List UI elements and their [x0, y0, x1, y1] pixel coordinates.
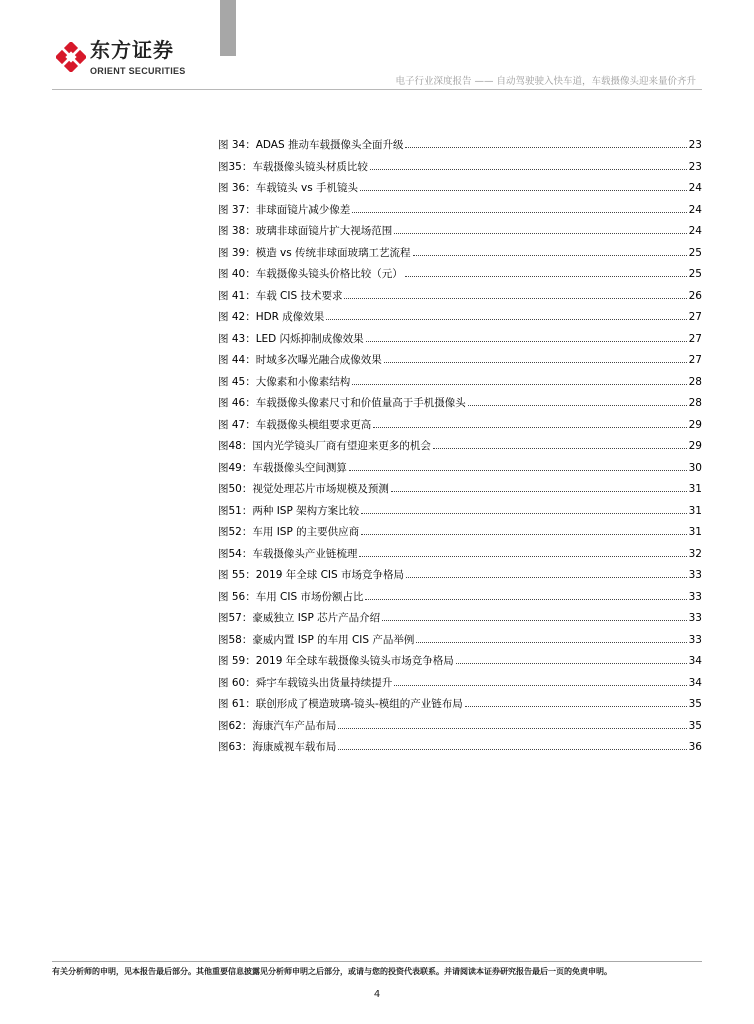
- toc-entry-label[interactable]: 图 44：时域多次曝光融合成像效果: [218, 354, 382, 366]
- toc-leader-dots: [405, 275, 687, 277]
- toc-entry[interactable]: [218, 676, 702, 698]
- toc-entry-page[interactable]: 29: [688, 440, 702, 452]
- toc-entry[interactable]: [218, 181, 702, 203]
- toc-entry-page[interactable]: 23: [688, 160, 702, 173]
- toc-entry-label[interactable]: 图50：视觉处理芯片市场规模及预测: [218, 483, 389, 495]
- toc-leader-dots: [361, 512, 686, 514]
- toc-leader-dots: [433, 447, 687, 449]
- toc-entry[interactable]: [218, 160, 702, 182]
- toc-leader-dots: [384, 361, 687, 363]
- toc-entry-label[interactable]: 图 61：联创形成了模造玻璃-镜头-模组的产业链布局: [218, 698, 463, 710]
- toc-entry-label[interactable]: 图 41：车载 CIS 技术要求: [218, 289, 343, 302]
- toc-leader-dots: [344, 297, 686, 299]
- toc-entry-label[interactable]: 图 55：2019 年全球 CIS 市场竞争格局: [218, 569, 405, 581]
- toc-entry-label[interactable]: 图 37：非球面镜片减少像差: [218, 203, 351, 216]
- toc-entry-label[interactable]: 图 56：车用 CIS 市场份额占比: [218, 590, 364, 603]
- toc-entry[interactable]: [218, 719, 702, 741]
- toc-entry[interactable]: [218, 267, 702, 289]
- toc-entry-page[interactable]: 24: [688, 203, 702, 216]
- toc-entry-label[interactable]: 图 36：车载镜头 vs 手机镜头: [218, 182, 359, 194]
- toc-entry-label[interactable]: 图62：海康汽车产品布局: [218, 719, 337, 732]
- toc-entry-page[interactable]: 31: [688, 504, 702, 517]
- toc-entry[interactable]: [218, 224, 702, 246]
- toc-leader-dots: [370, 168, 687, 170]
- toc-leader-dots: [382, 619, 686, 621]
- brand-name-en: ORIENT SECURITIES: [90, 66, 186, 76]
- toc-entry-label[interactable]: 图54：车载摄像头产业链梳理: [218, 547, 358, 560]
- toc-entry-page[interactable]: 28: [688, 375, 702, 388]
- toc-leader-dots: [456, 662, 687, 664]
- toc-leader-dots: [359, 555, 686, 557]
- toc-entry-page[interactable]: 31: [688, 483, 702, 495]
- toc-entry[interactable]: [218, 138, 702, 160]
- toc-leader-dots: [326, 318, 686, 320]
- toc-leader-dots: [413, 254, 687, 256]
- toc-entry[interactable]: [218, 547, 702, 569]
- toc-entry-label[interactable]: 图 59：2019 年全球车载摄像头镜头市场竞争格局: [218, 655, 454, 667]
- toc-leader-dots: [394, 684, 686, 686]
- toc-leader-dots: [416, 641, 686, 643]
- header-divider: [52, 89, 702, 90]
- toc-entry-label[interactable]: 图35：车载摄像头镜头材质比较: [218, 160, 368, 173]
- toc-entry[interactable]: [218, 353, 702, 375]
- toc-entry[interactable]: [218, 375, 702, 397]
- toc-entry[interactable]: [218, 590, 702, 612]
- toc-entry[interactable]: [218, 396, 702, 418]
- toc-entry-label[interactable]: 图 45：大像素和小像素结构: [218, 375, 351, 388]
- toc-leader-dots: [391, 490, 687, 492]
- toc-entry-label[interactable]: 图51：两种 ISP 架构方案比较: [218, 504, 360, 517]
- page-number: 4: [373, 989, 381, 1000]
- toc-entry[interactable]: [218, 310, 702, 332]
- toc-entry[interactable]: [218, 332, 702, 354]
- toc-entry-label[interactable]: 图52：车用 ISP 的主要供应商: [218, 526, 360, 538]
- toc-leader-dots: [366, 340, 687, 342]
- toc-entry-page[interactable]: 23: [688, 139, 702, 151]
- toc-entry-page[interactable]: 31: [688, 526, 702, 538]
- toc-entry-page[interactable]: 36: [688, 741, 702, 753]
- orient-securities-logo-icon: [56, 42, 86, 72]
- toc-entry[interactable]: [218, 482, 702, 504]
- toc-entry-page[interactable]: 30: [688, 461, 702, 474]
- toc-entry[interactable]: [218, 418, 702, 440]
- toc-entry-label[interactable]: 图63：海康威视车载布局: [218, 741, 337, 753]
- toc-leader-dots: [373, 426, 686, 428]
- toc-entry[interactable]: [218, 633, 702, 655]
- toc-entry[interactable]: [218, 289, 702, 311]
- toc-leader-dots: [352, 211, 686, 213]
- toc-entry-page[interactable]: 29: [688, 418, 702, 431]
- toc-entry[interactable]: [218, 246, 702, 268]
- toc-entry-label[interactable]: 图 39：模造 vs 传统非球面玻璃工艺流程: [218, 246, 411, 259]
- toc-entry-page[interactable]: 24: [688, 182, 702, 194]
- report-title: 电子行业深度报告 —— 自动驾驶驶入快车道，车载摄像头迎来量价齐升: [395, 76, 696, 87]
- toc-entry-page[interactable]: 28: [688, 397, 702, 409]
- toc-entry-page[interactable]: 25: [688, 246, 702, 259]
- toc-entry-page[interactable]: 27: [688, 332, 702, 345]
- toc-entry-page[interactable]: 25: [688, 268, 702, 280]
- toc-entry[interactable]: [218, 461, 702, 483]
- footer-disclaimer: 有关分析师的申明，见本报告最后部分。其他重要信息披露见分析师申明之后部分，或请与您的投资代表联系。并请阅读本证券研究报告最后一页的免责申明。: [52, 967, 612, 976]
- toc-entry-label[interactable]: 图 40：车载摄像头镜头价格比较（元）: [218, 268, 403, 280]
- header-decor-bar: [220, 0, 236, 56]
- toc-leader-dots: [394, 232, 686, 234]
- toc-entry[interactable]: [218, 568, 702, 590]
- toc-entry[interactable]: [218, 740, 702, 762]
- toc-entry-page[interactable]: 26: [688, 289, 702, 302]
- toc-entry[interactable]: [218, 203, 702, 225]
- toc-entry-page[interactable]: 27: [688, 354, 702, 366]
- toc-leader-dots: [349, 469, 687, 471]
- toc-entry-page[interactable]: 35: [688, 719, 702, 732]
- toc-entry[interactable]: [218, 697, 702, 719]
- toc-leader-dots: [405, 146, 686, 148]
- toc-entry-label[interactable]: 图57：豪威独立 ISP 芯片产品介绍: [218, 612, 381, 624]
- toc-entry-label[interactable]: 图49：车载摄像头空间测算: [218, 461, 347, 474]
- toc-entry-page[interactable]: 34: [688, 676, 702, 689]
- toc-entry-page[interactable]: 33: [688, 569, 702, 581]
- toc-entry-label[interactable]: 图 42：HDR 成像效果: [218, 311, 325, 323]
- toc-entry-label[interactable]: 图48：国内光学镜头厂商有望迎来更多的机会: [218, 440, 431, 452]
- toc-entry-label[interactable]: 图58：豪威内置 ISP 的车用 CIS 产品举例: [218, 633, 415, 646]
- toc-leader-dots: [338, 727, 686, 729]
- toc-entry[interactable]: [218, 525, 702, 547]
- toc-entry-label[interactable]: 图 38：玻璃非球面镜片扩大视场范围: [218, 225, 393, 237]
- toc-leader-dots: [406, 576, 687, 578]
- toc-entry[interactable]: [218, 439, 702, 461]
- toc-entry-page[interactable]: 34: [688, 655, 702, 667]
- toc-entry-page[interactable]: 33: [688, 612, 702, 624]
- toc-leader-dots: [360, 189, 687, 191]
- toc-entry-page[interactable]: 27: [688, 311, 702, 323]
- toc-leader-dots: [468, 404, 687, 406]
- toc-entry[interactable]: [218, 504, 702, 526]
- toc-entry-page[interactable]: 33: [688, 633, 702, 646]
- table-of-figures: [218, 138, 702, 762]
- toc-entry-label[interactable]: 图 47：车载摄像头模组要求更高: [218, 418, 372, 431]
- toc-leader-dots: [338, 748, 686, 750]
- toc-leader-dots: [352, 383, 686, 385]
- toc-leader-dots: [365, 598, 686, 600]
- toc-leader-dots: [361, 533, 686, 535]
- toc-entry-label[interactable]: 图 43：LED 闪烁抑制成像效果: [218, 332, 364, 345]
- toc-entry-label[interactable]: 图 34：ADAS 推动车载摄像头全面升级: [218, 139, 404, 151]
- toc-entry-page[interactable]: 24: [688, 225, 702, 237]
- toc-entry-page[interactable]: 35: [688, 698, 702, 710]
- toc-entry-page[interactable]: 32: [688, 547, 702, 560]
- brand-name-cn: 东方证券: [90, 38, 174, 62]
- toc-entry-page[interactable]: 33: [688, 590, 702, 603]
- toc-entry[interactable]: [218, 654, 702, 676]
- toc-leader-dots: [465, 705, 687, 707]
- toc-entry-label[interactable]: 图 60：舜宇车载镜头出货量持续提升: [218, 676, 393, 689]
- toc-entry-label[interactable]: 图 46：车载摄像头像素尺寸和价值量高于手机摄像头: [218, 397, 466, 409]
- toc-entry[interactable]: [218, 611, 702, 633]
- footer-divider: [52, 961, 702, 962]
